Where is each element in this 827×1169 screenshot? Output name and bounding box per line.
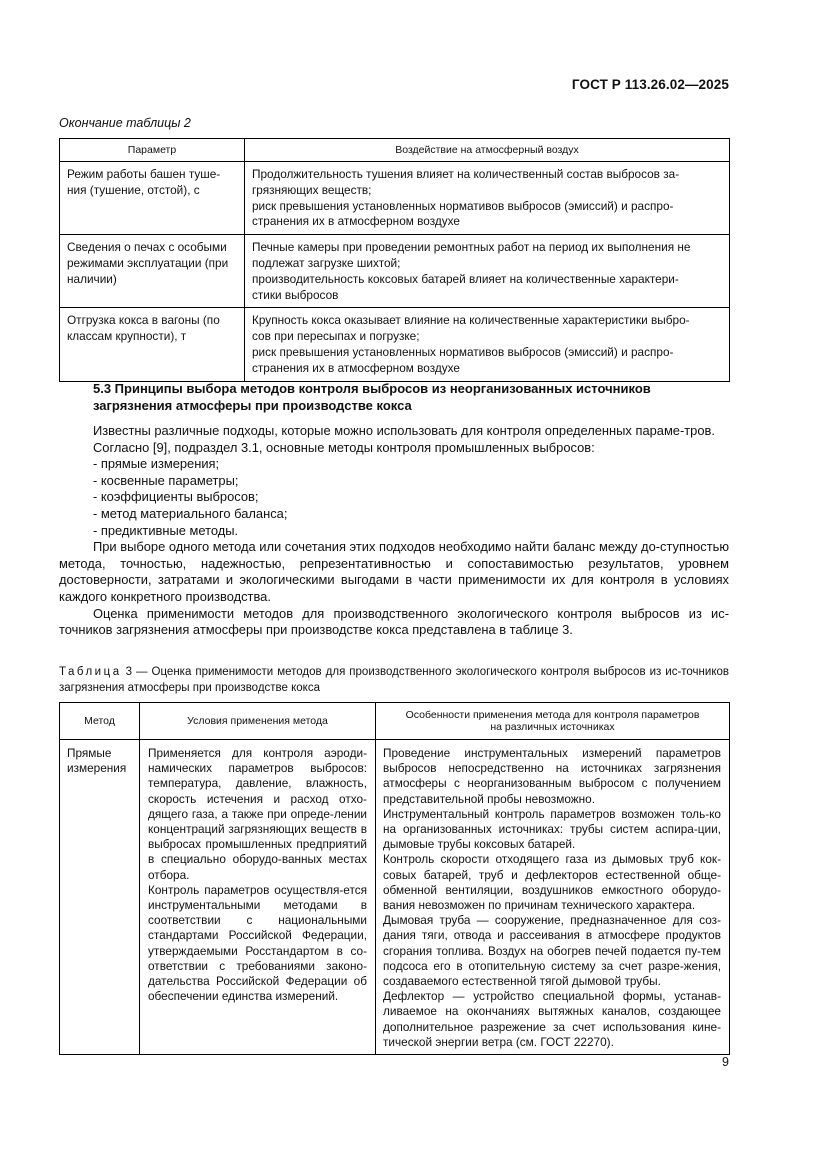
paragraph: Согласно [9], подраздел 3.1, основные методы контроля промышленных выбросов: (93, 439, 595, 455)
standard-code: ГОСТ Р 113.26.02—2025 (571, 77, 729, 92)
paragraph: При выборе одного метода или сочетания этих подходов необходимо найти баланс между до-ступностью метода, точностью, надежностью, репрезентативностью и сопоставимостью результатов, уровнем достоверности, затратами и экологическими выгодами в части применимости их для контроля в условиях каждого конкретного производства. (59, 539, 729, 604)
table3-header-row (60, 703, 730, 740)
table2-param-cell: Отгрузка кокса в вагоны (по классам крупности), т (60, 308, 245, 381)
table2-effect-cell: Печные камеры при проведении ремонтных работ на период их выполнения не подлежат загрузке шихтой; производительность коксовых батарей влияет на количественные характери- стики выбросов (245, 235, 730, 308)
table2-effect-cell: Крупность кокса оказывает влияние на количественные характеристики выбро- сов при пересыпах и погрузке; риск превышения установленных нормативов выбросов (эмиссий) и распро- странения их в атмосферном воздухе (245, 308, 730, 381)
page-number: 9 (722, 1055, 729, 1069)
table3-col-features: Особенности применения метода для контроля параметров на различных источниках (376, 703, 730, 740)
table2-param-cell: Сведения о печах с особыми режимами эксплуатации (при наличии) (60, 235, 245, 308)
paragraph: Известны различные подходы, которые можно использовать для контроля определенных параме-тров. (93, 423, 715, 438)
table2-header-row (60, 139, 730, 162)
paragraph: Оценка применимости методов для производственного экологического контроля выбросов из ис-точников загрязнения атмосферы при производстве кокса представлена в таблице 3. (59, 605, 729, 638)
table-row (60, 162, 730, 235)
table3-col-conditions: Условия применения метода (140, 703, 376, 740)
table-row (60, 235, 730, 308)
table-3 (59, 702, 730, 1055)
list-item: - коэффициенты выбросов; (93, 489, 259, 505)
table2-effect-cell: Продолжительность тушения влияет на количественный состав выбросов за- грязняющих веществ; риск превышения установленных нормативов выбросов (эмиссий) и распро- странения их в атмосферном воздухе (245, 162, 730, 235)
list-item: - метод материального баланса; (93, 505, 288, 521)
section-body (59, 423, 729, 639)
list-item: - косвенные параметры; (93, 472, 239, 488)
table-row (60, 308, 730, 381)
table3-features-cell: Проведение инструментальных измерений параметров выбросов непосредственно на источниках загрязнения атмосферы с неорганизованным выбросом с получением представительной пробы невозможно. Инструментальный контроль параметров возможен толь-ко на организованных источниках: трубы систем аспира-ции, дымовые трубы коксовых батарей. Контроль скорости отходящего газа из дымовых труб кок-совых батарей, труб и дефлекторов естественной обще-обменной вентиляции, воздушников емкостного оборудо-вания невозможен по причинам технического характера. Дымовая труба — сооружение, предназначенное для соз-дания тяги, отвода и рассеивания в атмосфере продуктов сгорания топлива. Воздух на обогрев печей подается пу-тем подсоса его в отопительную систему за счет разре-жения, создаваемого естественной тягой дымовой трубы. Дефлектор — устройство специальной формы, устанав-ливаемое на окончаниях вытяжных каналов, создающее дополнительное разрежение за счет использования кине-тической энергии ветра (см. ГОСТ 22270). (376, 740, 730, 1055)
table2-col-effect: Воздействие на атмосферный воздух (245, 139, 730, 162)
table-row (60, 740, 730, 1055)
table3-col-method: Метод (60, 703, 140, 740)
list-item: - прямые измерения; (93, 456, 220, 472)
table2-col-parameter: Параметр (60, 139, 245, 162)
table2-param-cell: Режим работы башен туше- ния (тушение, отстой), с (60, 162, 245, 235)
table3-caption: Таблица 3 — Оценка применимости методов для производственного экологического контроля выбросов из ис-точников загрязнения атмосферы при производстве кокса (59, 666, 729, 694)
list-item: - предиктивные методы. (93, 522, 239, 538)
table3-conditions-cell: Применяется для контроля аэроди-намических параметров выбросов: температура, давление, влажность, скорость истечения и расход отхо-дящего газа, а также при опреде-лении концентраций загрязняющих веществ в выбросах промышленных предприятий в специально оборудо-ванных местах отбора. Контроль параметров осуществля-ется инструментальными методами в соответствии с национальными стандартами Российской Федерации, утверждаемыми Росстандартом в со-ответствии с требованиями законо-дательства Российской Федерации об обеспечении единства измерений. (140, 740, 376, 1055)
table3-method-cell: Прямые измерения (60, 740, 140, 1055)
table2-continuation-label: Окончание таблицы 2 (59, 116, 191, 130)
section-title: 5.3 Принципы выбора методов контроля выбросов из неорганизованных источников загрязнения атмосферы при производстве кокса (93, 381, 651, 413)
table-2 (59, 138, 730, 382)
